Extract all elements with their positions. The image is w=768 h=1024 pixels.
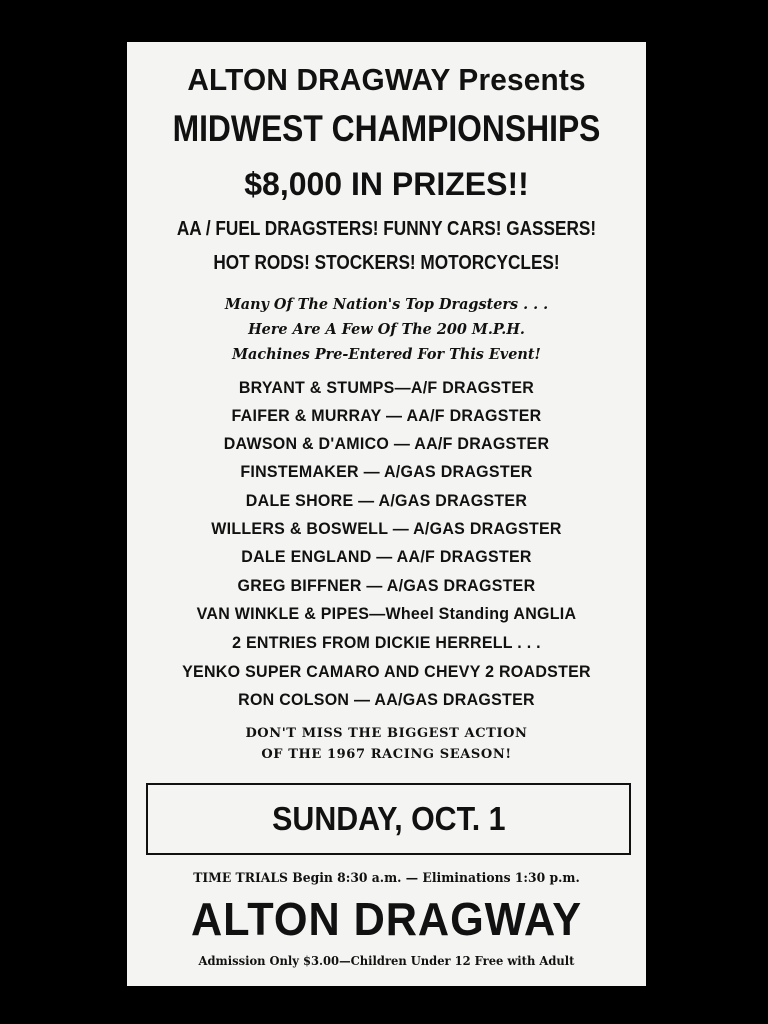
entry-item: RON COLSON — AA/GAS DRAGSTER bbox=[238, 690, 535, 709]
admission-info: Admission Only $3.00—Children Under 12 Free with Adult bbox=[198, 954, 575, 968]
entry-item: VAN WINKLE & PIPES—Wheel Standing ANGLIA bbox=[196, 604, 577, 623]
time-trials-schedule: TIME TRIALS Begin 8:30 a.m. — Eliminations 1:30 p.m. bbox=[193, 871, 580, 886]
venue-name: ALTON DRAGWAY bbox=[190, 893, 582, 945]
entry-item: BRYANT & STUMPS—A/F DRAGSTER bbox=[238, 378, 535, 397]
entry-item: YENKO SUPER CAMARO AND CHEVY 2 ROADSTER bbox=[182, 662, 591, 681]
dont-miss-line-2: OF THE 1967 RACING SEASON! bbox=[261, 747, 512, 762]
entry-item: DALE ENGLAND — AA/F DRAGSTER bbox=[241, 547, 532, 566]
entry-item: FINSTEMAKER — A/GAS DRAGSTER bbox=[240, 462, 533, 481]
prize-amount: $8,000 IN PRIZES!! bbox=[244, 166, 529, 202]
event-date-box bbox=[146, 783, 631, 855]
event-date: SUNDAY, OCT. 1 bbox=[271, 800, 506, 837]
racing-classes-line-1: AA / FUEL DRAGSTERS! FUNNY CARS! GASSERS! bbox=[176, 218, 597, 240]
entry-item: FAIFER & MURRAY — AA/F DRAGSTER bbox=[231, 406, 542, 425]
racing-classes-line-2: HOT RODS! STOCKERS! MOTORCYCLES! bbox=[213, 252, 560, 274]
dont-miss-line-1: DON'T MISS THE BIGGEST ACTION bbox=[245, 726, 528, 741]
entry-item: WILLERS & BOSWELL — A/GAS DRAGSTER bbox=[211, 519, 562, 538]
entry-item: DALE SHORE — A/GAS DRAGSTER bbox=[245, 491, 528, 510]
newspaper-advertisement bbox=[127, 42, 646, 986]
intro-line-3: Machines Pre-Entered For This Event! bbox=[232, 345, 541, 363]
entry-item: 2 ENTRIES FROM DICKIE HERRELL . . . bbox=[232, 633, 541, 652]
intro-line-1: Many Of The Nation's Top Dragsters . . . bbox=[224, 295, 549, 313]
entry-item: DAWSON & D'AMICO — AA/F DRAGSTER bbox=[223, 434, 550, 453]
entry-item: GREG BIFFNER — A/GAS DRAGSTER bbox=[237, 576, 536, 595]
presenter-headline: ALTON DRAGWAY Presents bbox=[187, 62, 586, 97]
event-title: MIDWEST CHAMPIONSHIPS bbox=[172, 108, 601, 149]
intro-line-2: Here Are A Few Of The 200 M.P.H. bbox=[248, 320, 525, 338]
